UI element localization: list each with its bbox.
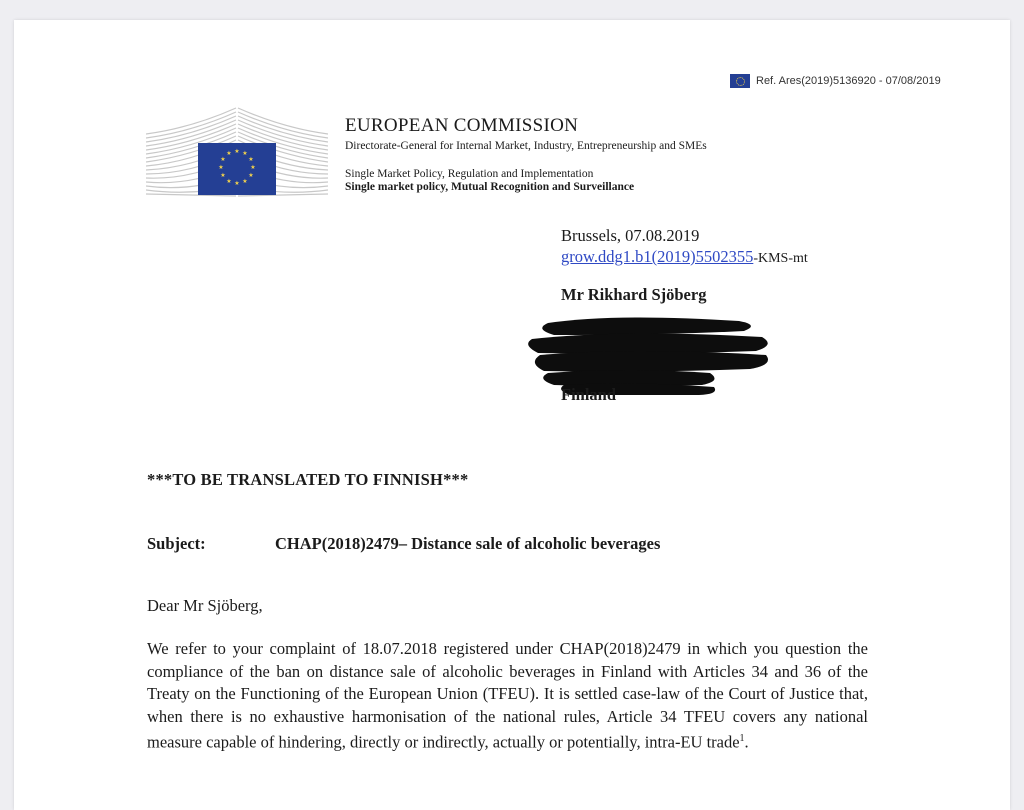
directorate: Single Market Policy, Regulation and Implementation [345, 168, 594, 180]
letter-page [14, 20, 1010, 810]
unit: Single market policy, Mutual Recognition and Surveillance [345, 181, 635, 193]
letter-date: Brussels, 07.08.2019 [561, 226, 700, 245]
organisation-name: EUROPEAN COMMISSION [345, 115, 579, 136]
body-text: We refer to your complaint of 18.07.2018 registered under CHAP(2018)2479 in which you question the compliance of the ban on distance sale of alcoholic beverages in Finland with Articles 34 and 36 of the Treaty on the Functioning of the European Union (TFEU). It is settled case-law of the Court of Justice that, when there is no exhaustive harmonisation of the national rules, Article 34 TFEU covers any national measure capable of hindering, directly or indirectly, actually or potentially, intra-EU trade [147, 639, 868, 752]
body-paragraph [147, 638, 868, 754]
svg-text:★: ★ [242, 150, 248, 157]
svg-text:★: ★ [248, 156, 254, 163]
redacted-address [524, 315, 769, 395]
recipient-country: Finland [561, 385, 617, 404]
reference-link[interactable]: grow.ddg1.b1(2019)5502355 [561, 247, 754, 266]
svg-text:★: ★ [242, 178, 248, 185]
ares-reference-stamp [730, 74, 941, 88]
letterhead [345, 115, 707, 193]
european-commission-logo [146, 106, 328, 198]
svg-text:★: ★ [220, 172, 226, 179]
subject-text: CHAP(2018)2479– Distance sale of alcoholic beverages [275, 534, 661, 553]
letter-reference [561, 247, 808, 267]
recipient-name: Mr Rikhard Sjöberg [561, 285, 707, 304]
svg-text:★: ★ [218, 164, 224, 171]
svg-text:★: ★ [234, 180, 240, 187]
reference-suffix: -KMS-mt [753, 251, 808, 266]
subject-label: Subject: [147, 534, 206, 553]
directorate-general: Directorate-General for Internal Market, Industry, Entrepreneurship and SMEs [345, 140, 707, 152]
footnote-marker: 1 [739, 733, 745, 744]
svg-text:★: ★ [248, 172, 254, 179]
address-block [561, 226, 808, 305]
svg-text:★: ★ [234, 148, 240, 155]
eu-flag-icon [730, 74, 750, 88]
ares-reference-text: Ref. Ares(2019)5136920 - 07/08/2019 [756, 75, 941, 87]
svg-text:★: ★ [250, 164, 256, 171]
salutation: Dear Mr Sjöberg, [147, 596, 263, 615]
svg-text:★: ★ [220, 156, 226, 163]
translation-note: ***TO BE TRANSLATED TO FINNISH*** [147, 470, 469, 489]
svg-text:★: ★ [226, 150, 232, 157]
subject-line [147, 534, 660, 554]
svg-text:★: ★ [226, 178, 232, 185]
body-end: . [744, 732, 749, 752]
